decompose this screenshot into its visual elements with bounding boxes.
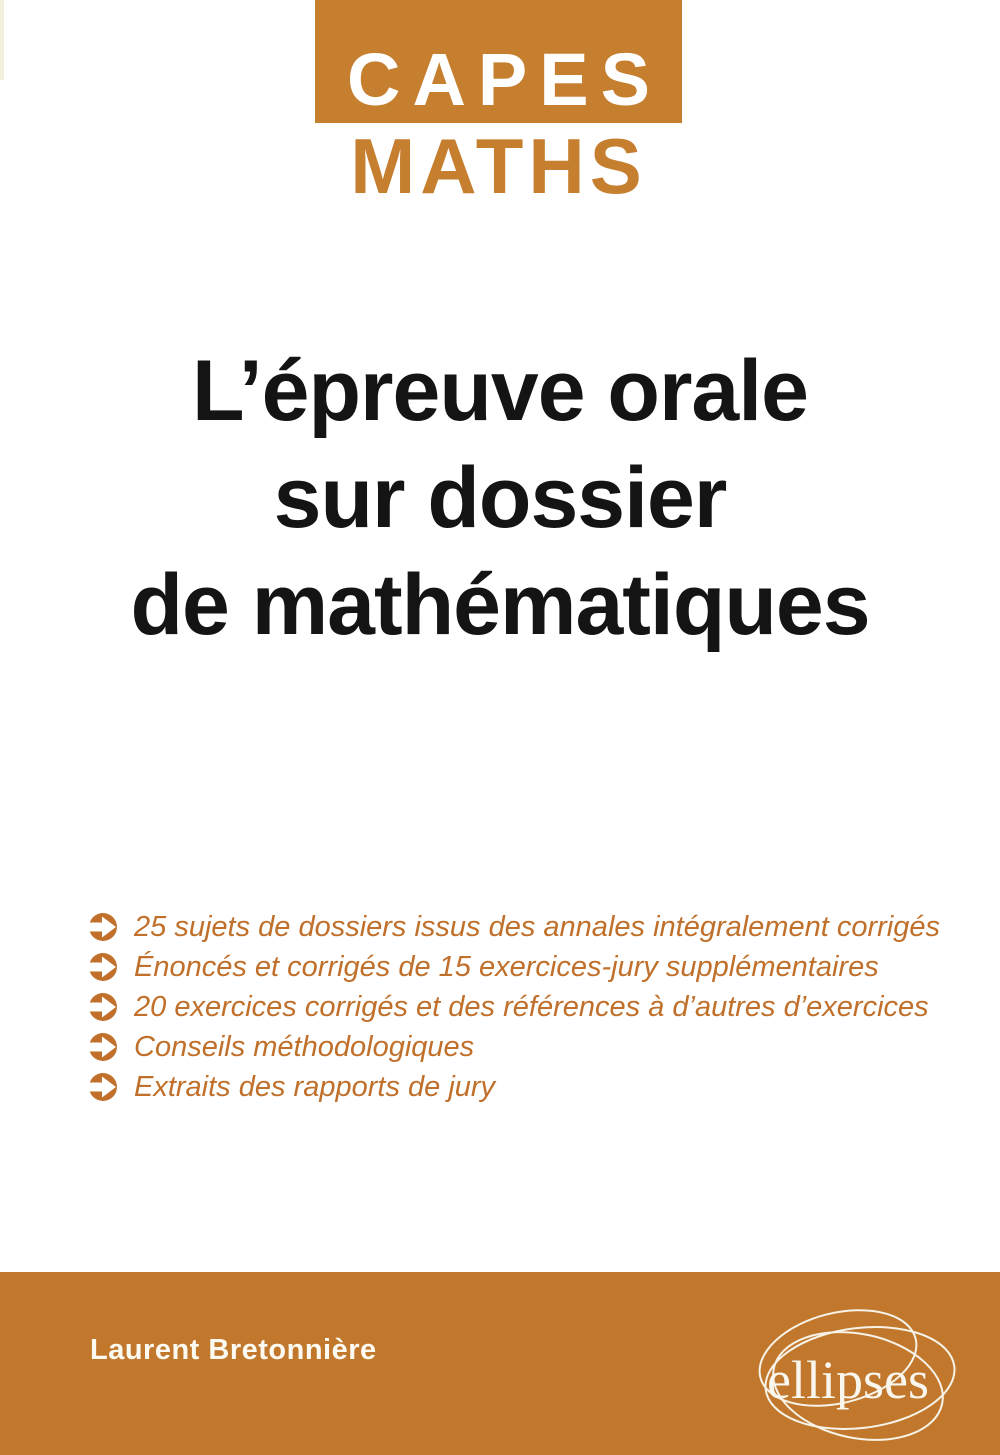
author-name: Laurent Bretonnière: [90, 1334, 377, 1366]
circled-arrow-icon: [88, 1032, 118, 1062]
feature-item: [88, 992, 928, 1022]
left-edge-strip: [0, 0, 4, 80]
circled-arrow-icon: [88, 1072, 118, 1102]
feature-text: Énoncés et corrigés de 15 exercices-jury supplémentaires: [134, 950, 879, 983]
title-line-3: de mathématiques: [130, 557, 870, 653]
feature-text: 20 exercices corrigés et des références à d’autres d’exercices: [134, 990, 929, 1023]
circled-arrow-icon: [88, 912, 118, 942]
series-label: CAPES: [347, 38, 662, 121]
footer-band: [0, 1272, 1000, 1455]
title-line-1: L’épreuve orale: [192, 343, 808, 439]
feature-item: [88, 952, 928, 982]
subject-label: MATHS: [350, 122, 647, 210]
title-line-2: sur dossier: [273, 450, 727, 546]
ellipses-publisher-logo: [738, 1298, 978, 1450]
book-title: [0, 338, 1000, 659]
feature-text: Extraits des rapports de jury: [134, 1070, 496, 1103]
circled-arrow-icon: [88, 952, 118, 982]
publisher-logo-text: ellipses: [767, 1350, 929, 1410]
feature-list: [88, 910, 940, 1112]
feature-item: [88, 1072, 928, 1102]
series-banner: [315, 0, 682, 123]
feature-text: Conseils méthodologiques: [134, 1030, 475, 1063]
feature-item: [88, 1032, 928, 1062]
circled-arrow-icon: [88, 992, 118, 1022]
feature-item: [88, 910, 940, 943]
feature-text: 25 sujets de dossiers issus des annales intégralement corrigés: [134, 910, 940, 943]
